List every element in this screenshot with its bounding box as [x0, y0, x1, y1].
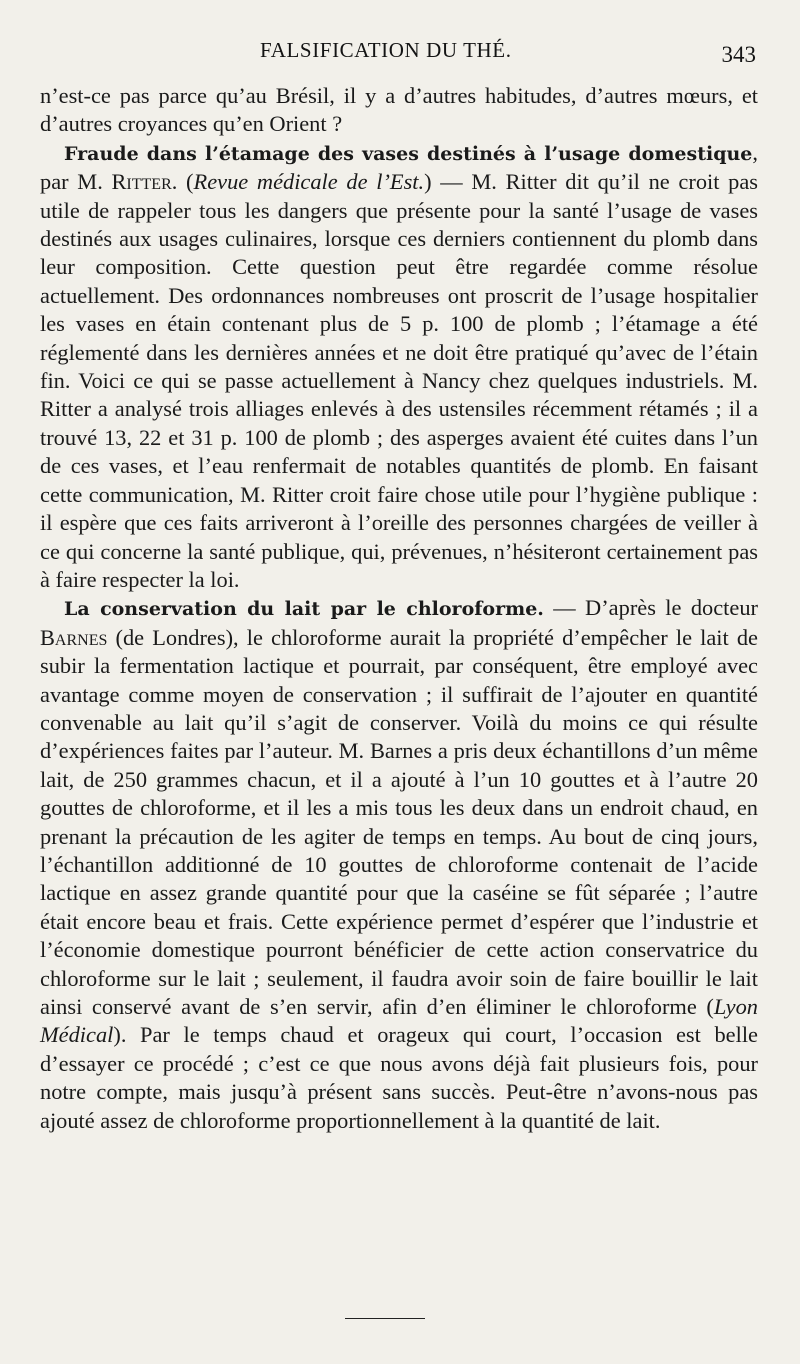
article-milk-source: Lyon Médical [40, 994, 758, 1048]
article-tin-plating-source: Revue médicale de l’Est. [193, 169, 425, 195]
body-text [40, 82, 758, 1135]
article-milk-text-c: ). Par le temps chaud et orageux qui court, l’occasion est belle d’essayer ce procédé ; c’est ce que nous avons déjà fait plusieurs fois, pour notre compte, mais jusqu’à présent sans succès. Peut-être n’avons-nous pas ajouté assez de chloroforme proportionnellement à la quantité de lait. [40, 1022, 758, 1133]
article-milk-heading: La conservation du lait par le chloroforme. [64, 598, 544, 621]
article-milk-author: Barnes [40, 624, 108, 650]
article-tin-plating-text: — M. Ritter dit qu’il ne croit pas utile de rappeler tous les dangers que présente pour la santé l’usage de vases destinés aux usages culinaires, lorsque ces derniers contiennent du plomb dans leur composition. Cette question peut être regardée comme résolue actuellement. Des ordonnances nombreuses ont proscrit de l’usage hospitalier les vases en étain contenant plus de 5 p. 100 de plomb ; l’étamage a été réglementé dans les dernières années et ne doit être pratiqué qu’avec de l’étain fin. Voici ce qui se passe actuellement à Nancy chez quelques industriels. M. Ritter a analysé trois alliages enlevés à des ustensiles récemment rétamés ; il a trouvé 13, 22 et 31 p. 100 de plomb ; des asperges avaient été cuites dans l’un de ces vases, et l’eau renfermait de notables quantités de plomb. En faisant cette communication, M. Ritter croit faire chose utile pour l’hygiène publique : il espère que ces faits arriveront à l’oreille des personnes chargées de veiller à ce qui concerne la santé publique, qui, prévenues, n’hésiteront certainement pas à faire respecter la loi. [40, 169, 759, 592]
intro-text: n’est-ce pas parce qu’au Brésil, il y a d’autres habitudes, d’autres mœurs, et d’autres croyances qu’en Orient ? [40, 83, 758, 137]
running-title: FALSIFICATION DU THÉ. [260, 38, 512, 62]
intro-paragraph [40, 82, 758, 139]
article-tin-plating-heading: Fraude dans l’étamage des vases destinés à l’usage domestique [64, 142, 753, 165]
end-rule [345, 1318, 425, 1319]
article-tin-plating [40, 139, 758, 595]
article-tin-plating-author: Ritter [111, 169, 172, 195]
article-milk-conservation [40, 594, 758, 1135]
article-milk-text-a: — D’après le docteur [543, 595, 758, 621]
article-tin-plating-by: , par M. [40, 139, 758, 195]
page-number: 343 [721, 42, 756, 67]
article-tin-plating-source-close: ) [424, 169, 432, 195]
article-tin-plating-source-open: . ( [171, 169, 194, 195]
page-header [60, 36, 760, 70]
article-milk-text-b: (de Londres), le chloroforme aurait la propriété d’empêcher le lait de subir la fermentation lactique et pourrait, par conséquent, être employé avec avantage comme moyen de conservation ; il suffirait de l’ajouter en quantité convenable au lait qu’il s’agit de conserver. Voilà du moins ce qui résulte d’expériences faites par l’auteur. M. Barnes a pris deux échantillons d’un même lait, de 250 grammes chacun, et il a ajouté à l’un 10 gouttes et à l’autre 20 gouttes de chloroforme, et il les a mis tous les deux dans un endroit chaud, en prenant la précaution de les agiter de temps en temps. Au bout de cinq jours, l’échantillon additionné de 10 gouttes de chloroforme contenait de l’acide lactique en assez grande quantité pour que la caséine se fût séparée ; l’autre était encore beau et frais. Cette expérience permet d’espérer que l’industrie et l’économie domestique pourront bénéficier de cette action conservatrice du chloroforme sur le lait ; seulement, il faudra avoir soin de faire bouillir le lait ainsi conservé avant de s’en servir, afin d’en éliminer le chloroforme ( [40, 624, 758, 1019]
